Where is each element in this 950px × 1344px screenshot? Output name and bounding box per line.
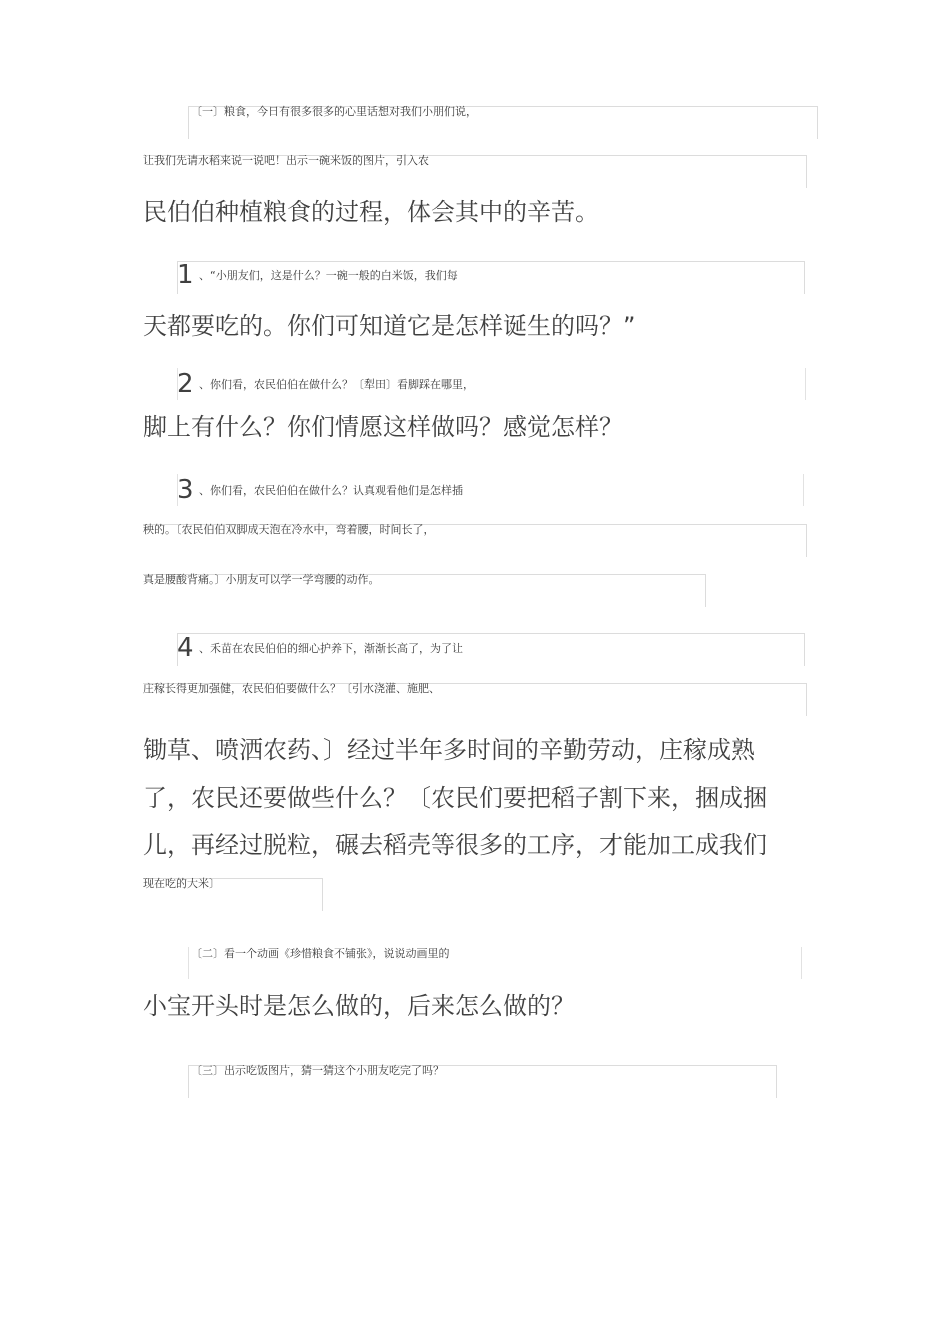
step-3-line-2: 秧的。〔农民伯伯双脚成天泡在冷水中，弯着腰，时间长了， (143, 523, 435, 536)
step-4-line-6: 现在吃的大米〕 (143, 877, 220, 890)
text-frame (188, 947, 190, 979)
step-4-line-2: 庄稼长得更加强健，农民伯伯要做什么？〔引水浇灌、施肥、 (143, 682, 440, 695)
step-4-line-1 (177, 635, 463, 661)
step-1-line-2: 天都要吃的。你们可知道它是怎样诞生的吗？” (143, 312, 636, 340)
step-number-3: 3 (177, 475, 194, 505)
step-number-2: 2 (177, 369, 194, 399)
step-2-line-1 (177, 371, 474, 397)
text-frame (800, 947, 802, 979)
step-4-line-5: 儿，再经过脱粒，碾去稻壳等很多的工序，才能加工成我们 (143, 831, 767, 859)
section-three-line-1: 〔三〕出示吃饭图片，猜一猜这个小朋友吃完了吗？ (191, 1064, 444, 1077)
step-4-line-3: 锄草、喷洒农药、〕经过半年多时间的辛勤劳动，庄稼成熟 (143, 736, 755, 764)
step-2-text: 、你们看，农民伯伯在做什么？〔犁田〕看脚踩在哪里， (199, 378, 474, 391)
step-1-line-1 (177, 262, 458, 288)
section-two-line-2: 小宝开头时是怎么做的，后来怎么做的？ (143, 992, 575, 1020)
step-4-line-4: 了，农民还要做些什么？〔农民们要把稻子割下来，捆成捆 (143, 784, 767, 812)
section-two-line-1: 〔二〕看一个动画《珍惜粮食不铺张》，说说动画里的 (191, 947, 450, 960)
section-one-line-1: 〔一〕粮食，今日有很多很多的心里话想对我们小朋们说， (191, 105, 477, 118)
step-4-text: 、禾苗在农民伯伯的细心护养下，渐渐长高了，为了让 (199, 642, 463, 655)
section-one-line-3: 民伯伯种植粮食的过程，体会其中的辛苦。 (143, 198, 599, 226)
text-frame (802, 474, 804, 506)
step-3-line-3: 真是腰酸背痛。〕小朋友可以学一学弯腰的动作。 (143, 573, 380, 586)
step-number-4: 4 (177, 633, 194, 663)
step-3-text: 、你们看，农民伯伯在做什么？认真观看他们是怎样插 (199, 484, 463, 497)
step-number-1: 1 (177, 260, 194, 290)
section-one-line-2: 让我们先请水稻来说一说吧！出示一碗米饭的图片，引入农 (143, 154, 429, 167)
text-frame (804, 368, 806, 400)
step-2-line-2: 脚上有什么？你们情愿这样做吗？感觉怎样？ (143, 413, 623, 441)
step-1-text: 、“小朋友们，这是什么？一碗一般的白米饭，我们每 (199, 269, 458, 282)
step-3-line-1 (177, 477, 463, 503)
